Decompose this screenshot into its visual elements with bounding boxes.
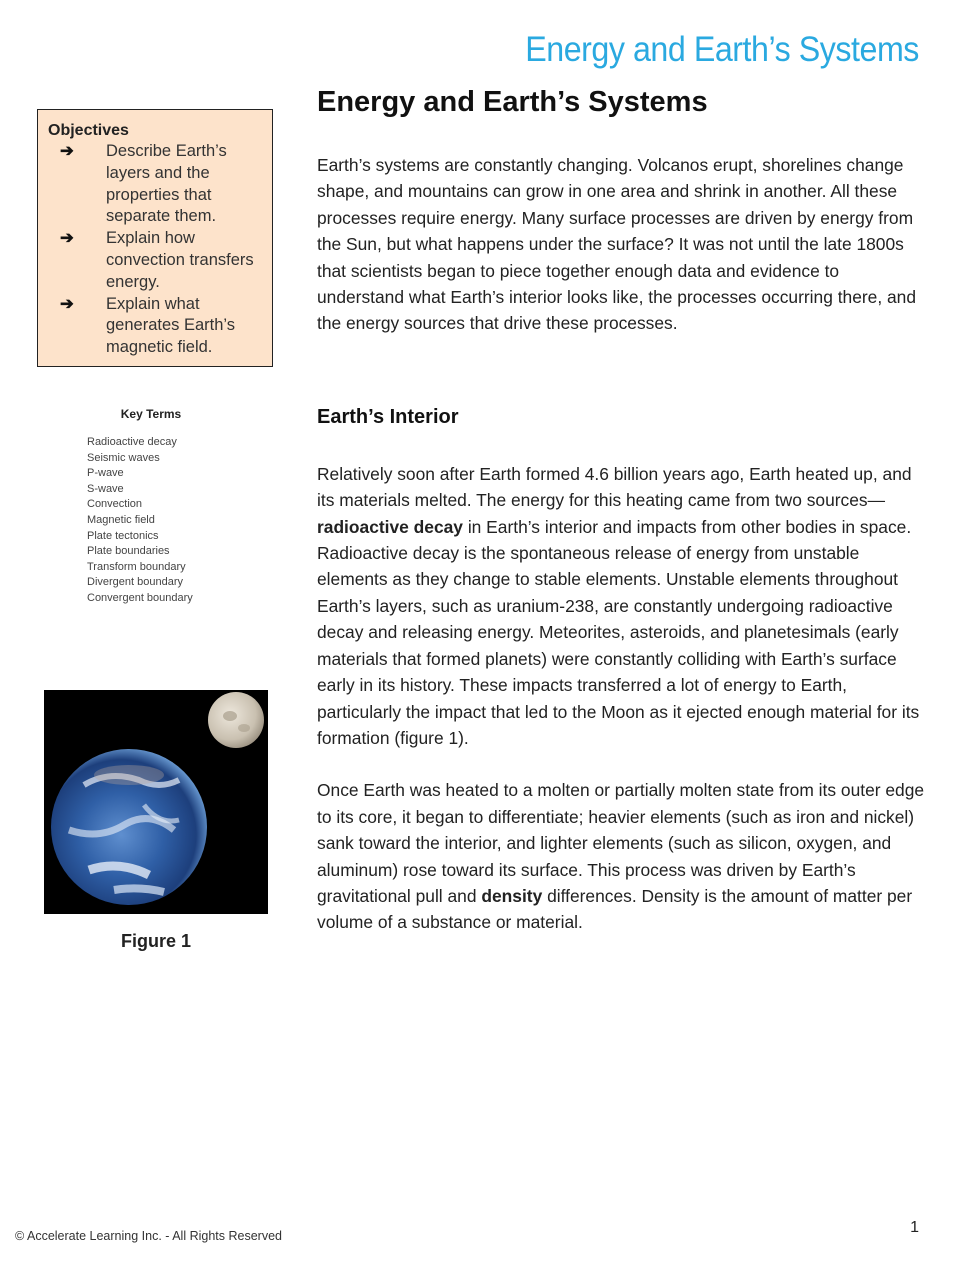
objective-text: Explain what generates Earth’s magnetic field. <box>106 294 236 357</box>
key-term: Radioactive decay <box>87 436 177 448</box>
running-header-title: Energy and Earth’s Systems <box>525 30 919 69</box>
intro-paragraph: Earth’s systems are constantly changing. Volcanos erupt, shorelines change shape, and mountains can grow in one area and shrink in another. All these processes require energy. Many surface processes are driven by energy from the Sun, but what happens under the surface? It was not until the late 1800s that scientists began to piece together enough data and evidence to understand what Earth’s interior looks like, the processes occurring there, and the energy sources that drive these processes. <box>317 155 917 334</box>
key-term: S-wave <box>87 482 124 495</box>
key-term: Transform boundary <box>87 560 186 573</box>
arrow-right-icon: ➔ <box>60 142 74 160</box>
objective-text: Explain how convection transfers energy. <box>106 229 254 291</box>
paragraph-text: Relatively soon after Earth formed 4.6 billion years ago, Earth heated up, and its materials melted. The energy for this heating came from two sources— <box>317 463 912 511</box>
key-term: P-wave <box>87 467 124 480</box>
arrow-right-icon: ➔ <box>60 229 74 248</box>
figure-caption: Figure 1 <box>120 931 191 951</box>
objectives-box <box>37 109 273 367</box>
earth-moon-image <box>44 690 268 914</box>
main-content <box>317 84 927 936</box>
key-term: Plate boundaries <box>87 545 170 558</box>
key-term: Magnetic field <box>87 513 155 526</box>
key-term: Convergent boundary <box>87 591 193 604</box>
paragraph-text: differences. Density is the amount of matter per volume of a substance or material. <box>317 885 913 933</box>
objective-text: Describe Earth’s layers and the properties that separate them. <box>106 142 227 226</box>
earth-moon-illustration <box>44 690 268 914</box>
body-paragraph <box>317 777 927 935</box>
objectives-title: Objectives <box>48 122 129 139</box>
key-terms <box>87 407 227 607</box>
footer-copyright: © Accelerate Learning Inc. - All Rights Reserved <box>15 1229 282 1243</box>
body-paragraph <box>317 461 927 751</box>
key-term: Seismic waves <box>87 451 160 464</box>
page-title: Energy and Earth’s Systems <box>317 86 708 118</box>
objective-item <box>48 141 262 228</box>
moon-shape <box>208 692 264 748</box>
objective-item <box>48 294 262 359</box>
objective-item <box>48 228 262 293</box>
key-term-density: density <box>481 885 543 906</box>
key-terms-title: Key Terms <box>120 407 182 421</box>
section-heading: Earth’s Interior <box>317 405 459 428</box>
arrow-right-icon: ➔ <box>60 294 74 313</box>
key-term: Plate tectonics <box>87 529 159 542</box>
key-term: Divergent boundary <box>87 576 184 589</box>
paragraph-text: Once Earth was heated to a molten or partially molten state from its outer edge to its core, it began to differentiate; heavier elements (such as iron and nickel) sank toward the interior, and lighter elements (such as silicon, oxygen, and aluminum) rose toward its surface. This process was driven by Earth’s gravitational pull and <box>317 780 925 906</box>
paragraph-text: in Earth’s interior and impacts from other bodies in space. Radioactive decay is the spontaneous release of energy from unstable elements as they change to stable elements. Unstable elements throughout Earth’s layers, such as uranium-238, are constantly undergoing radioactive decay and releasing energy. Meteorites, asteroids, and planetesimals (early materials that formed planets) were constantly colliding with Earth’s surface early in its history. These impacts transferred a lot of energy to Earth, particularly the impact that led to the Moon as it ejected enough material for its formation (figure 1). <box>317 516 920 748</box>
page-number: 1 <box>910 1219 919 1236</box>
key-term-radioactive-decay: radioactive decay <box>317 516 463 537</box>
key-term: Convection <box>87 498 143 511</box>
